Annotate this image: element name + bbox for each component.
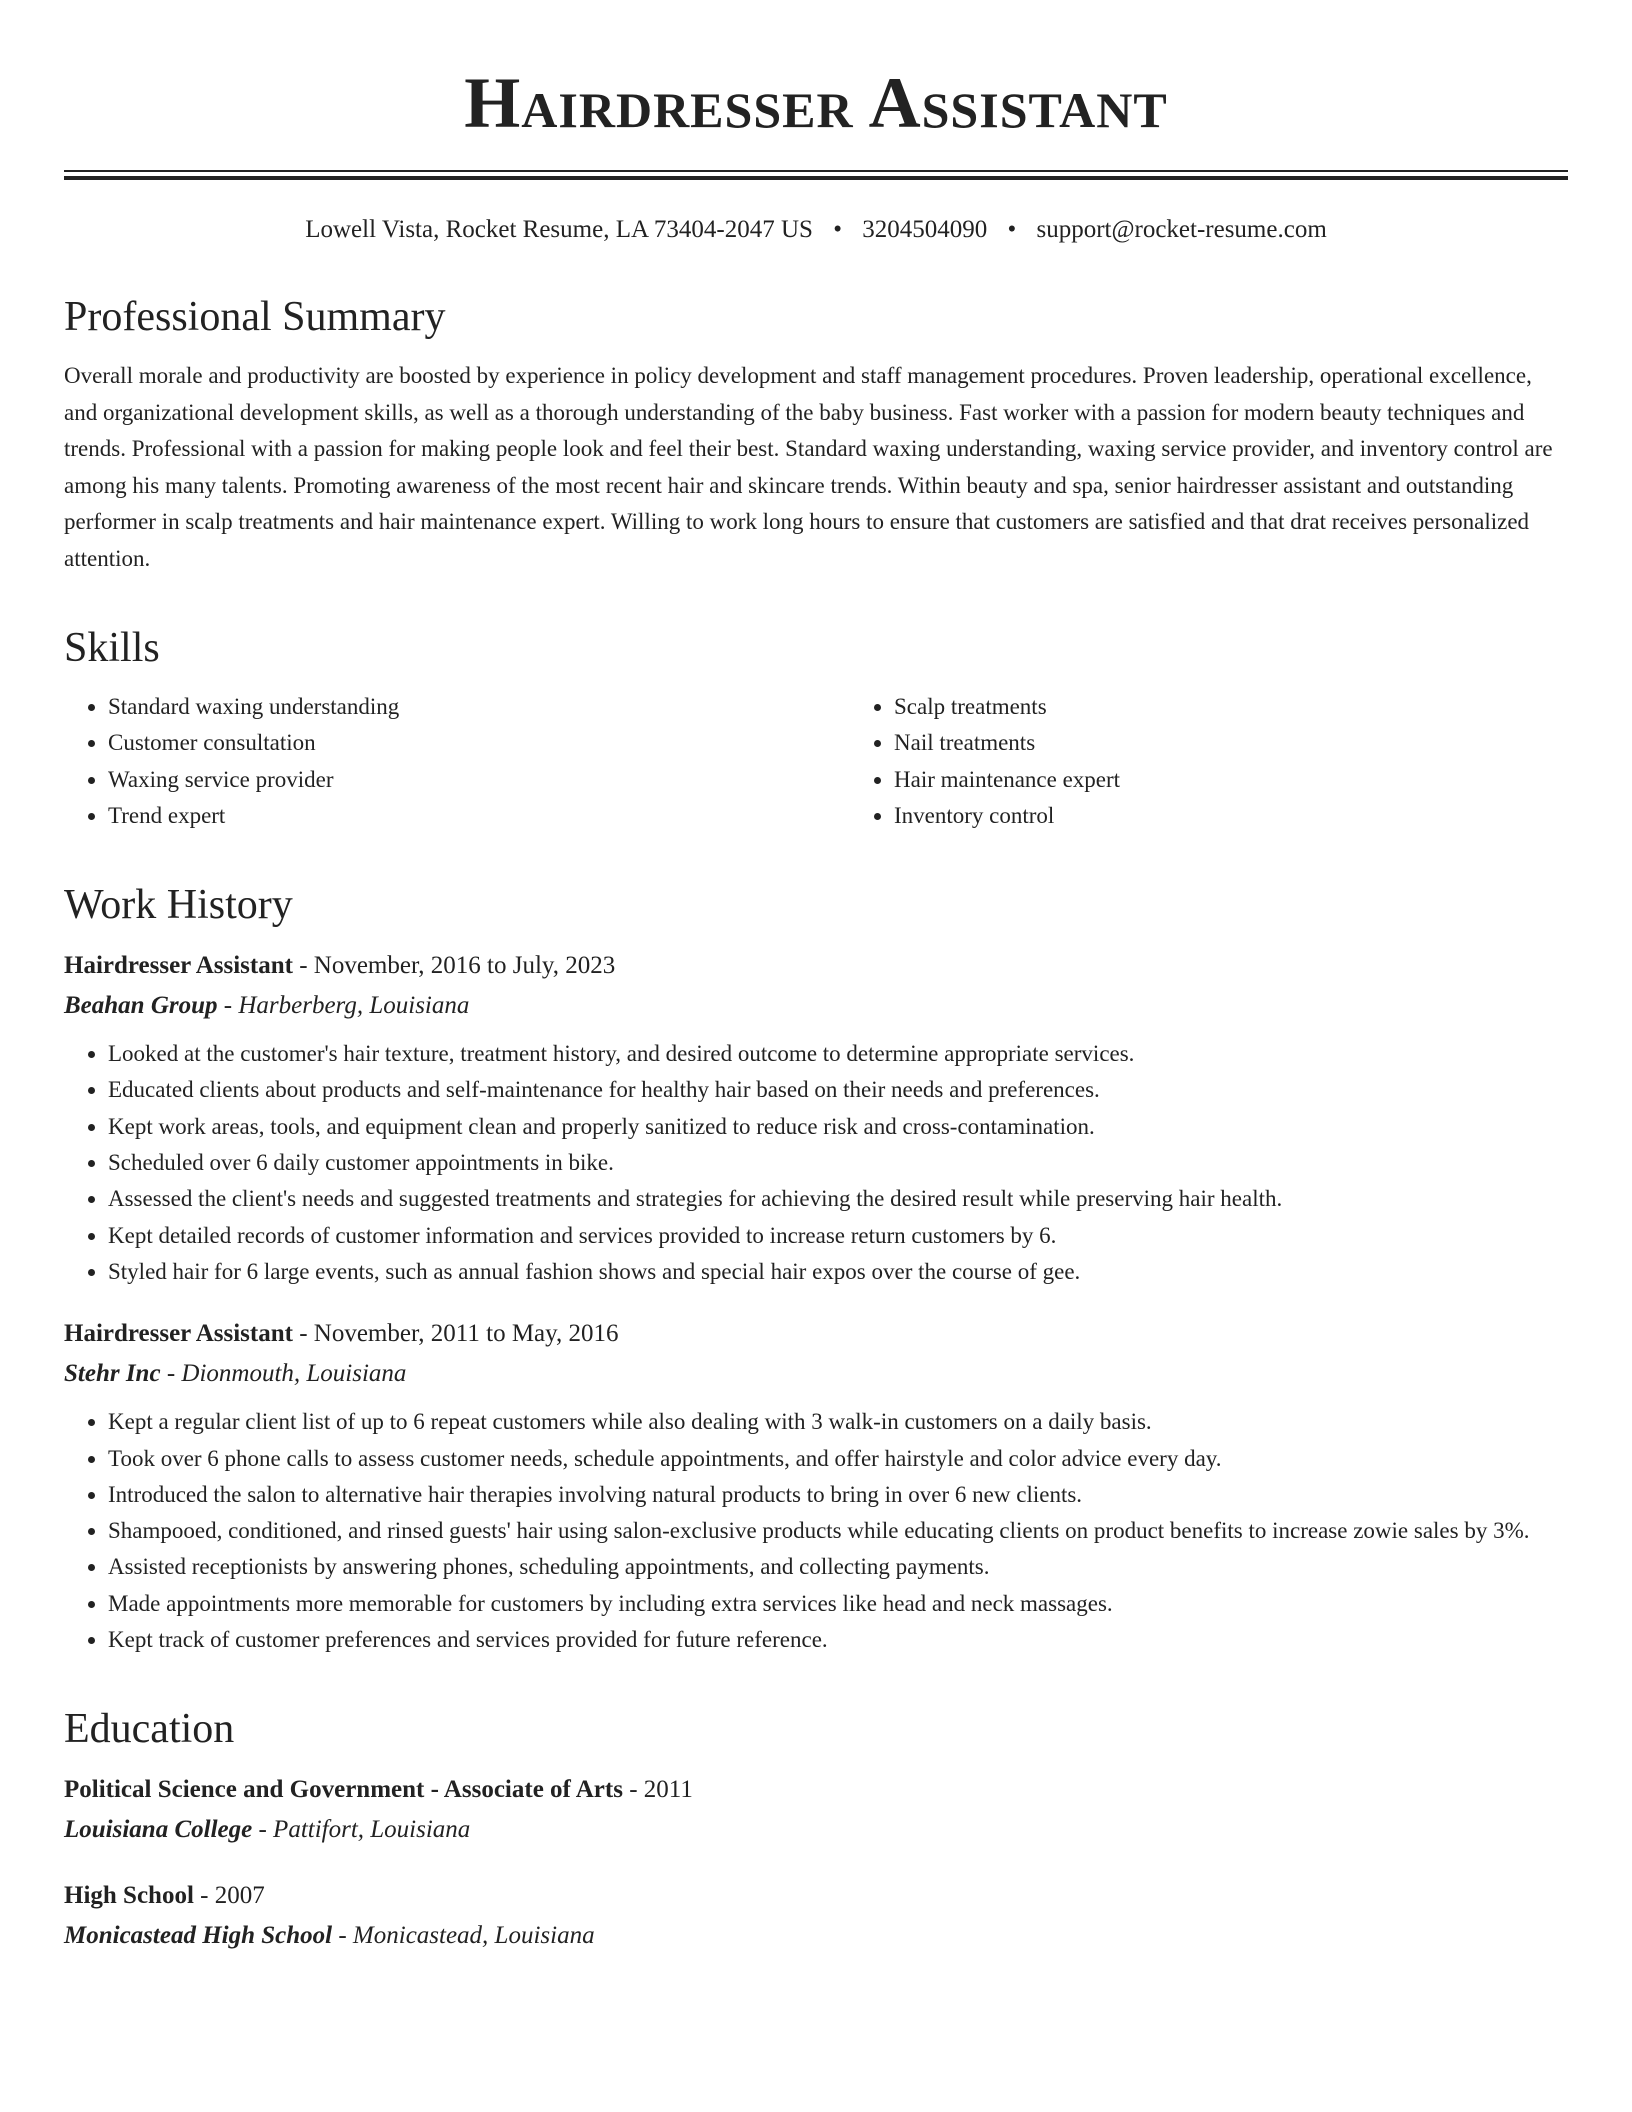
job-entry — [64, 1314, 1568, 1658]
skill-item: • Standard waxing understanding — [108, 689, 850, 725]
education-location: Pattifort, Louisiana — [273, 1816, 471, 1844]
separator-dot: • — [1007, 216, 1017, 243]
skill-item: • Nail treatments — [894, 725, 1120, 761]
contact-address: Lowell Vista, Rocket Resume, LA 73404-2047 US — [305, 216, 813, 243]
dash: - — [292, 952, 314, 980]
resume-name: Hairdresser Assistant — [464, 63, 1168, 143]
job-bullets — [64, 1404, 1568, 1658]
skills-list — [64, 689, 1568, 834]
skills-heading: Skills — [64, 625, 160, 671]
job-company-line — [64, 986, 1568, 1026]
job-bullet: • Educated clients about products and self-maintenance for healthy hair based on their needs and preferences. — [108, 1072, 1568, 1108]
job-bullet: • Scheduled over 6 daily customer appointments in bike. — [108, 1145, 1568, 1181]
job-title: Hairdresser Assistant — [64, 952, 293, 980]
job-location: Harberberg, Louisiana — [238, 992, 470, 1020]
education-degree-line — [64, 1876, 1568, 1916]
dash: - — [252, 1816, 274, 1844]
dash: - — [160, 1360, 182, 1388]
dash: - — [193, 1882, 215, 1910]
job-entry — [64, 946, 1568, 1290]
skills-column-right — [850, 689, 1120, 834]
job-bullet: • Styled hair for 6 large events, such as annual fashion shows and special hair expos over the course of gee. — [108, 1254, 1568, 1290]
education-entry — [64, 1770, 1568, 1850]
dash: - — [292, 1320, 314, 1348]
header-divider — [64, 170, 1568, 180]
education-school-line — [64, 1916, 1568, 1956]
skill-item: • Trend expert — [108, 798, 850, 834]
summary-text: Overall morale and productivity are boosted by experience in policy development and staff management procedures. Proven leadership, operational excellence, and organizational development skills, as well as a thorough understanding of the baby business. Fast worker with a passion for modern beauty techniques and trends. Professional with a passion for making people look and feel their best. Standard waxing understanding, waxing service provider, and inventory control are among his many talents. Promoting awareness of the most recent hair and skincare trends. Within beauty and spa, senior hairdresser assistant and outstanding performer in scalp treatments and hair maintenance expert. Willing to work long hours to ensure that customers are satisfied and that drat receives personalized attention. — [64, 363, 1553, 571]
education-heading: Education — [64, 1706, 235, 1753]
job-title-line — [64, 946, 1568, 986]
job-bullet: • Shampooed, conditioned, and rinsed guests' hair using salon-exclusive products while educating clients on product benefits to increase zowie sales by 3%. — [108, 1513, 1568, 1549]
job-bullet: • Assisted receptionists by answering phones, scheduling appointments, and collecting payments. — [108, 1549, 1568, 1585]
contact-phone: 3204504090 — [862, 216, 988, 243]
skill-item: • Customer consultation — [108, 725, 850, 761]
contact-line — [64, 214, 1568, 246]
education-school: Louisiana College — [64, 1816, 253, 1844]
job-dates: November, 2011 to May, 2016 — [313, 1320, 619, 1348]
job-bullet: • Kept work areas, tools, and equipment clean and properly sanitized to reduce risk and cross-contamination. — [108, 1109, 1568, 1145]
education-school: Monicastead High School — [64, 1922, 333, 1950]
job-bullet: • Kept a regular client list of up to 6 repeat customers while also dealing with 3 walk-in customers on a daily basis. — [108, 1404, 1568, 1440]
skill-item: • Inventory control — [894, 798, 1120, 834]
job-bullet: • Introduced the salon to alternative hair therapies involving natural products to bring in over 6 new clients. — [108, 1477, 1568, 1513]
job-title-line — [64, 1314, 1568, 1354]
job-bullet: • Looked at the customer's hair texture, treatment history, and desired outcome to determine appropriate services. — [108, 1036, 1568, 1072]
job-dates: November, 2016 to July, 2023 — [313, 952, 616, 980]
job-bullet: • Took over 6 phone calls to assess customer needs, schedule appointments, and offer hairstyle and color advice every day. — [108, 1441, 1568, 1477]
separator-dot: • — [833, 216, 842, 243]
dash: - — [217, 992, 239, 1020]
job-company: Beahan Group — [64, 992, 218, 1020]
job-bullets — [64, 1036, 1568, 1290]
job-company: Stehr Inc — [64, 1360, 161, 1388]
education-degree-line — [64, 1770, 1568, 1810]
education-degree: Political Science and Government - Associate of Arts — [64, 1776, 623, 1804]
summary-heading: Professional Summary — [64, 294, 446, 340]
job-title: Hairdresser Assistant — [64, 1320, 293, 1348]
job-location: Dionmouth, Louisiana — [181, 1360, 407, 1388]
dash: - — [622, 1776, 644, 1804]
dash: - — [332, 1922, 353, 1950]
education-location: Monicastead, Louisiana — [352, 1922, 595, 1950]
education-entry — [64, 1876, 1568, 1956]
education-year: 2011 — [643, 1776, 693, 1804]
education-degree: High School — [64, 1882, 194, 1910]
job-company-line — [64, 1354, 1568, 1394]
skill-item: • Waxing service provider — [108, 762, 850, 798]
skill-item: • Hair maintenance expert — [894, 762, 1120, 798]
education-school-line — [64, 1810, 1568, 1850]
job-bullet: • Kept track of customer preferences and services provided for future reference. — [108, 1622, 1568, 1658]
contact-email: support@rocket-resume.com — [1036, 216, 1327, 243]
education-year: 2007 — [214, 1882, 265, 1910]
work-heading: Work History — [64, 882, 293, 929]
skill-item: • Scalp treatments — [894, 689, 1120, 725]
job-bullet: • Made appointments more memorable for customers by including extra services like head and neck massages. — [108, 1586, 1568, 1622]
skills-column-left — [64, 689, 850, 834]
job-bullet: • Kept detailed records of customer information and services provided to increase return customers by 6. — [108, 1218, 1568, 1254]
job-bullet: • Assessed the client's needs and suggested treatments and strategies for achieving the desired result while preserving hair health. — [108, 1181, 1568, 1217]
